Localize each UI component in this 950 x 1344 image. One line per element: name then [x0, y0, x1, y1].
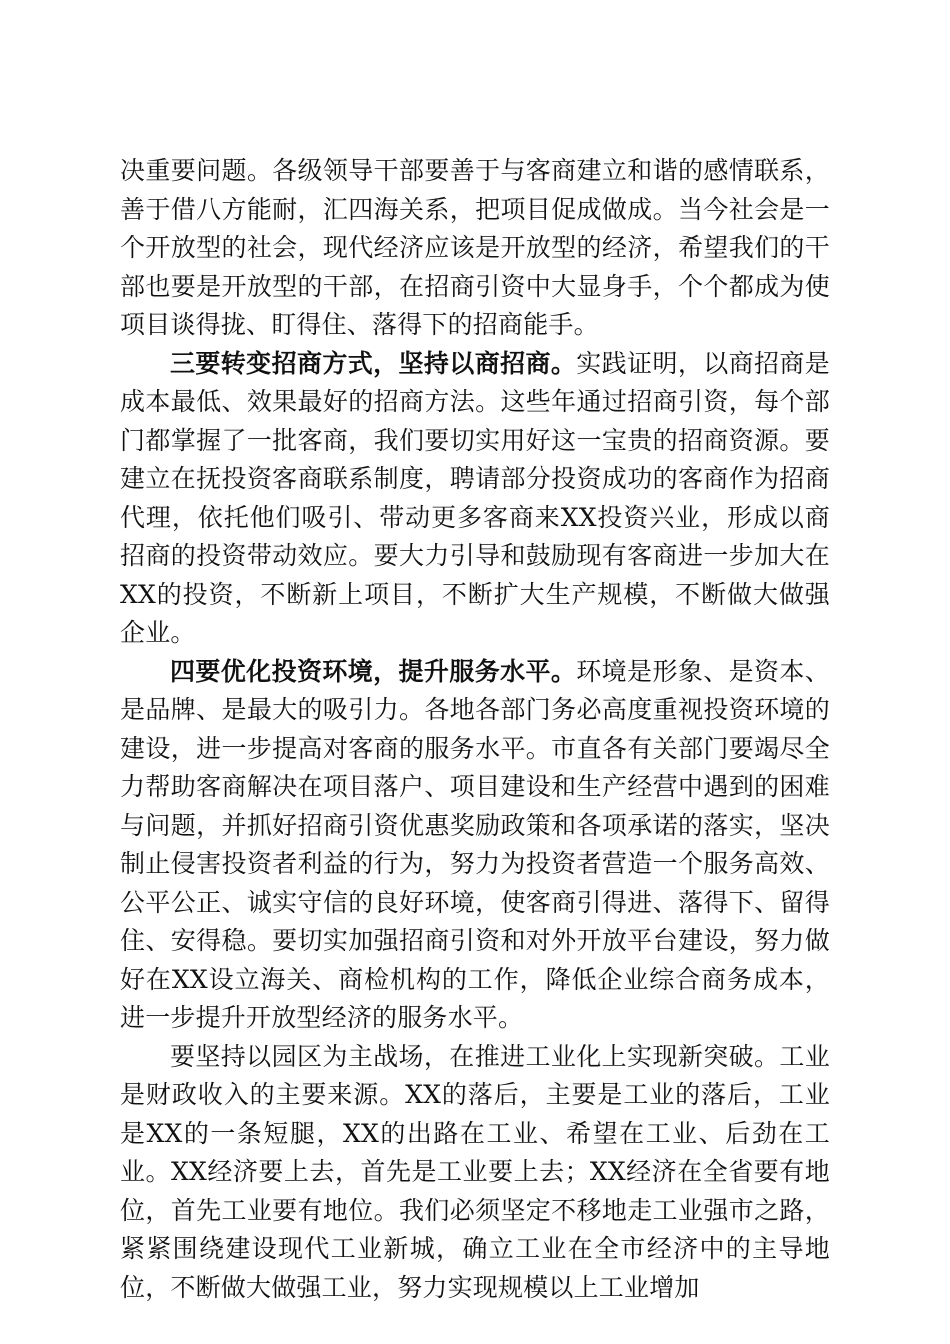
- paragraph-3-heading: 四要优化投资环境，提升服务水平。: [170, 656, 577, 686]
- paragraph-1: [120, 152, 830, 345]
- paragraph-1-text: 决重要问题。各级领导干部要善于与客商建立和谐的感情联系，善于借八方能耐，汇四海关系，把项目促成做成。当今社会是一个开放型的社会，现代经济应该是开放型的经济，希望我们的干部也要是开放型的干部，在招商引资中大显身手，个个都成为使项目谈得拢、盯得住、落得下的招商能手。: [120, 156, 830, 339]
- paragraph-3-text: 环境是形象、是资本、是品牌、是最大的吸引力。各地各部门务必高度重视投资环境的建设，进一步提高对客商的服务水平。市直各有关部门要竭尽全力帮助客商解决在项目落户、项目建设和生产经营中遇到的困难与问题，并抓好招商引资优惠奖励政策和各项承诺的落实，坚决制止侵害投资者利益的行为，努力为投资者营造一个服务高效、公平公正、诚实守信的良好环境，使客商引得进、落得下、留得住、安得稳。要切实加强招商引资和对外开放平台建设，努力做好在XX设立海关、商检机构的工作，降低企业综合商务成本，进一步提升开放型经济的服务水平。: [120, 656, 830, 1032]
- paragraph-2-heading: 三要转变招商方式，坚持以商招商。: [170, 348, 577, 378]
- paragraph-4-text: 要坚持以园区为主战场，在推进工业化上实现新突破。工业是财政收入的主要来源。XX的落后，主要是工业的落后，工业是XX的一条短腿，XX的出路在工业、希望在工业、后劲在工业。XX经济要上去，首先是工业要上去；XX经济在全省要有地位，首先工业要有地位。我们必须坚定不移地走工业强市之路，紧紧围绕建设现代工业新城，确立工业在全市经济中的主导地位，不断做大做强工业，努力实现规模以上工业增加: [120, 1041, 830, 1302]
- document-body: [120, 152, 830, 1307]
- paragraph-2: [120, 345, 830, 653]
- paragraph-4: [120, 1038, 830, 1308]
- paragraph-2-text: 实践证明，以商招商是成本最低、效果最好的招商方法。这些年通过招商引资，每个部门都掌握了一批客商，我们要切实用好这一宝贵的招商资源。要建立在抚投资客商联系制度，聘请部分投资成功的客商作为招商代理，依托他们吸引、带动更多客商来XX投资兴业，形成以商招商的投资带动效应。要大力引导和鼓励现有客商进一步加大在XX的投资，不断新上项目，不断扩大生产规模，不断做大做强企业。: [120, 348, 830, 647]
- paragraph-3: [120, 653, 830, 1038]
